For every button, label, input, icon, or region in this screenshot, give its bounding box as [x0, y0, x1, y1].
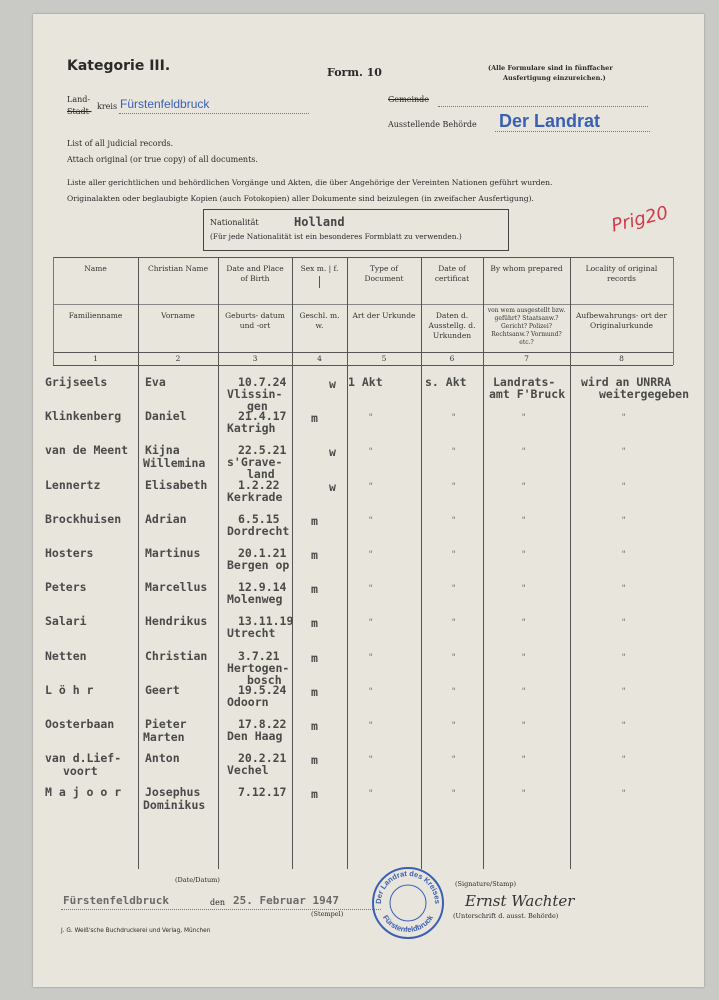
instruction-1: List of all judicial records. [67, 139, 174, 148]
cell-first-name-cont: Dominikus [143, 798, 206, 813]
column-divider [673, 257, 674, 365]
cell-document-type: 1 Akt [348, 375, 383, 389]
cell-first-name-cont: Willemina [143, 456, 206, 471]
date-value: 25. Februar 1947 [233, 894, 339, 907]
column-header-de-7: von wem ausgestellt bzw. geführt? Staatsanw.? Gericht? Polizei? Rechtsanw.? Vormund? etc.? [487, 307, 566, 346]
ditto-mark: " [521, 515, 527, 526]
ditto-mark: " [621, 618, 627, 629]
ditto-mark: " [368, 515, 374, 526]
ditto-mark: " [621, 755, 627, 766]
instruction-3: Liste aller gerichtlichen und behördlichen Vorgänge und Akten, die über Angehörige der Vereinten Nationen geführt wurden. [67, 178, 553, 187]
column-header-en-5: Type of Document [364, 264, 404, 283]
cell-first-name-cont: Marten [143, 730, 185, 744]
ditto-mark: " [621, 584, 627, 595]
ditto-mark: " [451, 550, 457, 560]
column-divider [421, 257, 422, 869]
printer-imprint: J. G. Weiß'sche Buchdruckerei und Verlag, München [61, 928, 211, 934]
ditto-mark: " [621, 550, 627, 560]
ditto-mark: " [368, 550, 374, 560]
cell-first-name: Geert [145, 682, 180, 697]
ditto-mark: " [621, 721, 627, 731]
cell-surname: Brockhuisen [45, 511, 122, 526]
cell-birth-place: Hertogen- [227, 660, 290, 675]
column-number-6: 6 [449, 354, 455, 363]
cell-birth-place: Utrecht [227, 626, 276, 641]
stempel-label: (Stempel) [311, 910, 344, 918]
sex-column-divider [319, 276, 320, 288]
ditto-mark: " [368, 721, 374, 731]
stadt-label: Stadt- [67, 107, 92, 116]
ditto-mark: " [521, 789, 527, 800]
cell-birth-date: 22.5.21 [238, 443, 287, 458]
cell-surname-cont: voort [63, 764, 98, 779]
cell-birth-date: 21.4.17 [238, 409, 287, 424]
ditto-mark: " [368, 755, 374, 766]
ditto-mark: " [621, 686, 627, 697]
cell-surname: Peters [45, 580, 87, 595]
date-label: (Date/Datum) [175, 876, 220, 884]
cell-surname: Klinkenberg [45, 409, 122, 424]
ditto-mark: " [368, 618, 374, 629]
ditto-mark: " [521, 618, 527, 629]
ditto-mark: " [521, 686, 527, 697]
cell-surname: Grijseels [45, 375, 108, 389]
cell-locality: wird an UNRRA [581, 375, 672, 389]
cell-first-name: Josephus [145, 785, 201, 800]
column-number-7: 7 [524, 354, 529, 363]
land-label: Land- [67, 95, 91, 104]
ditto-mark: " [621, 413, 627, 424]
cell-birth-place: Vechel [227, 763, 269, 778]
cell-prepared-by-cont: amt F'Bruck [489, 387, 566, 401]
cell-birth-date: 10.7.24 [238, 375, 287, 389]
ditto-mark: " [368, 789, 374, 800]
cell-sex: m [311, 719, 318, 733]
ditto-mark: " [621, 652, 627, 663]
column-divider [570, 257, 571, 869]
form-note-1: (Alle Formulare sind in fünffacher [488, 64, 613, 72]
ditto-mark: " [621, 447, 627, 458]
column-divider [218, 257, 219, 869]
seal-text-bottom: Fürstenfeldbruck [380, 913, 436, 935]
svg-text:Der Landrat des Kreises [374, 869, 442, 904]
cell-prepared-by: Landrats- [493, 375, 556, 389]
ditto-mark: " [521, 721, 527, 731]
ditto-mark: " [451, 686, 457, 697]
cell-certificate-date: s. Akt [425, 375, 467, 389]
nationality-value: Holland [294, 215, 345, 229]
official-seal-stamp [371, 866, 445, 940]
signature-label-de: (Unterschrift d. ausst. Behörde) [453, 912, 559, 920]
column-header-en-3: Date and Place of Birth [226, 264, 284, 283]
column-number-3: 3 [252, 354, 258, 363]
cell-birth-place-cont: land [247, 467, 275, 482]
ditto-mark: " [368, 481, 374, 492]
ditto-mark: " [521, 413, 527, 424]
ditto-mark: " [521, 481, 527, 492]
cell-first-name: Hendrikus [145, 614, 208, 629]
cell-birth-date: 3.7.21 [238, 648, 280, 663]
cell-sex: m [311, 513, 318, 528]
column-header-en-7: By whom prepared [490, 264, 563, 273]
cell-surname: Lennertz [45, 477, 101, 492]
column-header-de-6: Daten d. Ausstellg. d. Urkunden [428, 311, 476, 340]
cell-first-name: Elisabeth [145, 477, 208, 492]
cell-sex: m [311, 411, 318, 426]
cell-first-name: Daniel [145, 409, 187, 424]
cell-first-name: Eva [145, 375, 166, 389]
cell-birth-place: Odoorn [227, 694, 269, 709]
cell-birth-date: 19.5.24 [238, 682, 287, 697]
column-header-en-2: Christian Name [147, 264, 209, 273]
ditto-mark: " [368, 584, 374, 595]
ditto-mark: " [521, 584, 527, 595]
cell-sex: m [311, 650, 318, 665]
signature-label: (Signature/Stamp) [455, 880, 517, 888]
cell-sex: w [329, 377, 336, 391]
column-header-de-2: Vorname [161, 311, 195, 320]
column-divider [347, 257, 348, 869]
cell-sex: m [311, 684, 318, 699]
nationality-label: Nationalität [210, 218, 259, 227]
column-header-de-4: Geschl. m. w. [299, 311, 340, 330]
cell-sex: w [329, 445, 336, 460]
cell-first-name: Marcellus [145, 580, 208, 595]
ditto-mark: " [621, 481, 627, 492]
cell-birth-date: 12.9.14 [238, 580, 287, 595]
column-number-8: 8 [619, 354, 624, 363]
cell-birth-date: 20.1.21 [238, 546, 287, 560]
cell-birth-date: 7.12.17 [238, 785, 287, 800]
cell-first-name: Pieter [145, 717, 187, 731]
ditto-mark: " [368, 447, 374, 458]
behoerde-value-stamp: Der Landrat [499, 111, 601, 131]
ditto-mark: " [621, 515, 627, 526]
cell-birth-date: 17.8.22 [238, 717, 287, 731]
place-of-issue: Fürstenfeldbruck [63, 894, 169, 907]
column-divider [292, 257, 293, 869]
cell-surname: Salari [45, 614, 87, 629]
cell-sex: m [311, 787, 318, 802]
cell-birth-date: 13.11.19 [238, 614, 294, 629]
den-label: den [210, 898, 226, 907]
cell-first-name: Martinus [145, 546, 201, 560]
ditto-mark: " [521, 550, 527, 560]
nationality-box [203, 209, 509, 251]
cell-surname: M a j o o r [45, 785, 122, 800]
cell-sex: m [311, 548, 318, 562]
cell-birth-place: Katrigh [227, 421, 276, 436]
cell-surname: van d.Lief- [45, 751, 122, 766]
column-number-4: 4 [317, 354, 322, 363]
instruction-2: Attach original (or true copy) of all documents. [67, 155, 258, 164]
column-header-en-6: Date of certificat [434, 264, 470, 283]
ditto-mark: " [451, 755, 457, 766]
cell-surname: Oosterbaan [45, 717, 115, 731]
ditto-mark: " [368, 652, 374, 663]
cell-birth-place: s'Grave- [227, 455, 283, 470]
column-number-2: 2 [175, 354, 181, 363]
column-header-de-3: Geburts- datum und -ort [225, 311, 285, 330]
ditto-mark: " [451, 618, 457, 629]
column-header-en-8: Locality of original records [585, 264, 658, 283]
cell-birth-place: Bergen op [227, 558, 290, 572]
ditto-mark: " [521, 447, 527, 458]
cell-surname: Hosters [45, 546, 94, 560]
form-note-2: Ausfertigung einzureichen.) [503, 74, 606, 82]
cell-sex: w [329, 479, 336, 494]
ditto-mark: " [521, 652, 527, 663]
cell-surname: L ö h r [45, 682, 94, 697]
column-number-1: 1 [93, 354, 98, 363]
ditto-mark: " [451, 515, 457, 526]
column-header-de-1: Familienname [68, 311, 123, 320]
cell-locality-cont: weitergegeben [599, 387, 690, 401]
ditto-mark: " [368, 413, 374, 424]
cell-first-name: Adrian [145, 511, 187, 526]
nationality-note: (Für jede Nationalität ist ein besonderes Formblatt zu verwenden.) [210, 232, 462, 241]
cell-sex: m [311, 753, 318, 768]
column-divider [483, 257, 484, 869]
ditto-mark: " [451, 413, 457, 424]
ditto-mark: " [451, 447, 457, 458]
column-header-en-4: Sex m. | f. [300, 264, 339, 273]
document-sheet [33, 14, 704, 987]
cell-first-name: Kijna [145, 443, 180, 458]
red-handwritten-mark: Prig20 [609, 202, 671, 237]
kreis-label: kreis [97, 102, 118, 111]
cell-surname: van de Meent [45, 443, 129, 458]
ditto-mark: " [621, 789, 627, 800]
cell-birth-place-cont: gen [247, 399, 268, 413]
cell-birth-date: 1.2.22 [238, 477, 280, 492]
ditto-mark: " [451, 789, 457, 800]
svg-text:Fürstenfeldbruck [381, 913, 436, 934]
cell-birth-place-cont: bosch [247, 672, 282, 687]
cell-birth-place: Den Haag [227, 729, 283, 743]
form-number: Form. 10 [327, 66, 382, 79]
ditto-mark: " [451, 721, 457, 731]
ditto-mark: " [368, 686, 374, 697]
cell-birth-place: Dordrecht [227, 523, 290, 538]
cell-birth-place: Molenweg [227, 592, 283, 607]
cell-birth-date: 6.5.15 [238, 511, 280, 526]
cell-sex: m [311, 582, 318, 597]
seal-text-top: Der Landrat des Kreises [373, 868, 443, 905]
gemeinde-label: Gemeinde [388, 95, 430, 104]
ditto-mark: " [451, 481, 457, 492]
cell-first-name: Christian [145, 648, 208, 663]
column-divider [138, 257, 139, 869]
behoerde-label: Ausstellende Behörde [388, 120, 477, 129]
cell-surname: Netten [45, 648, 87, 663]
column-header-de-8: Aufbewahrungs- ort der Originalurkunde [575, 311, 668, 330]
kreis-value-stamp: Fürstenfeldbruck [120, 97, 210, 111]
column-number-5: 5 [381, 354, 387, 363]
cell-first-name: Anton [145, 751, 180, 766]
instruction-4: Originalakten oder beglaubigte Kopien (auch Fotokopien) aller Dokumente sind beizulegen (in zweifacher Ausfertigung). [67, 194, 534, 203]
column-header-de-5: Art der Urkunde [352, 311, 416, 320]
cell-birth-date: 20.2.21 [238, 751, 287, 766]
column-header-en-1: Name [84, 264, 107, 273]
ditto-mark: " [451, 652, 457, 663]
category-title: Kategorie III. [67, 58, 171, 74]
cell-sex: m [311, 616, 318, 631]
cell-birth-place: Kerkrade [227, 489, 283, 504]
ditto-mark: " [521, 755, 527, 766]
handwritten-signature: Ernst Wachter [465, 892, 575, 910]
cell-birth-place: Vlissin- [227, 387, 283, 401]
ditto-mark: " [451, 584, 457, 595]
